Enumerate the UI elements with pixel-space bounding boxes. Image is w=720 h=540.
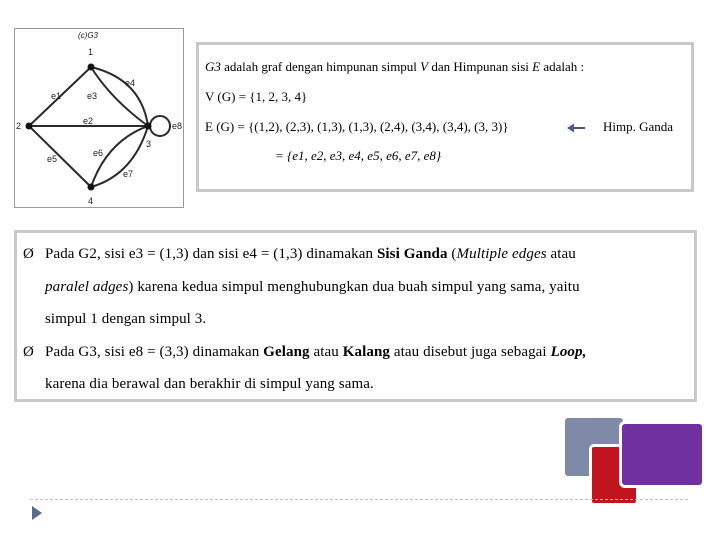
edge-e5: [29, 126, 91, 187]
vertex-label-3: 3: [146, 139, 152, 149]
edge-e3: [91, 67, 148, 126]
edge-set-line: E (G) = {(1,2), (2,3), (1,3), (1,3), (2,4), (3,4), (3,4), (3, 3)}: [205, 119, 509, 134]
edge-label-e3: e3: [87, 91, 98, 101]
graph-title: (c)G3: [78, 31, 98, 40]
definition-panel: [196, 42, 694, 192]
arrow-left-icon: [565, 122, 587, 134]
note-2-line-1: Pada G3, sisi e8 = (3,3) dinamakan Gelang atau Kalang atau disebut juga sebagai Loop,: [45, 344, 587, 360]
definition-line-1: G3 adalah graf dengan himpunan simpul V dan Himpunan sisi E adalah :: [205, 59, 585, 74]
edge-label-e7: e7: [123, 169, 134, 179]
next-slide-icon[interactable]: [32, 506, 42, 520]
graph-g3-diagram: [15, 29, 183, 207]
edge-label-e1: e1: [51, 91, 62, 101]
edge-label-e4: e4: [125, 78, 136, 88]
vertex-3: [145, 123, 152, 130]
vertex-label-4: 4: [88, 196, 94, 206]
notes-panel: [14, 230, 697, 402]
vertex-label-2: 2: [16, 121, 22, 131]
vertex-set-line: V (G) = {1, 2, 3, 4}: [205, 89, 308, 104]
vertex-label-1: 1: [88, 47, 94, 57]
graph-name: G3: [205, 59, 221, 74]
note-1-line-2: paralel adges) karena kedua simpul menghubungkan dua buah simpul yang sama, yaitu: [45, 279, 580, 295]
edge-label-e2: e2: [83, 116, 94, 126]
footer-divider: [30, 499, 688, 500]
edge-label-e6: e6: [93, 148, 104, 158]
bullet-marker-2: Ø: [23, 344, 34, 360]
vertex-2: [26, 123, 33, 130]
edge-e4: [91, 67, 148, 126]
bullet-marker-1: Ø: [23, 246, 34, 262]
note-1-line-3: simpul 1 dengan simpul 3.: [45, 311, 207, 327]
edge-e8-loop: [150, 116, 170, 136]
edge-set-names-line: = {e1, e2, e3, e4, e5, e6, e7, e8}: [275, 148, 442, 163]
graph-g3-panel: [14, 28, 184, 208]
edge-label-e8: e8: [172, 121, 183, 131]
note-1-line-1: Pada G2, sisi e3 = (1,3) dan sisi e4 = (1,3) dinamakan Sisi Ganda (Multiple edges atau: [45, 246, 576, 262]
note-2-line-2: karena dia berawal dan berakhir di simpul yang sama.: [45, 376, 374, 392]
multiple-set-note: Himp. Ganda: [603, 119, 674, 134]
decorative-square-purple: [619, 421, 705, 488]
edge-label-e5: e5: [47, 154, 58, 164]
vertex-4: [88, 184, 95, 191]
vertex-1: [88, 64, 95, 71]
